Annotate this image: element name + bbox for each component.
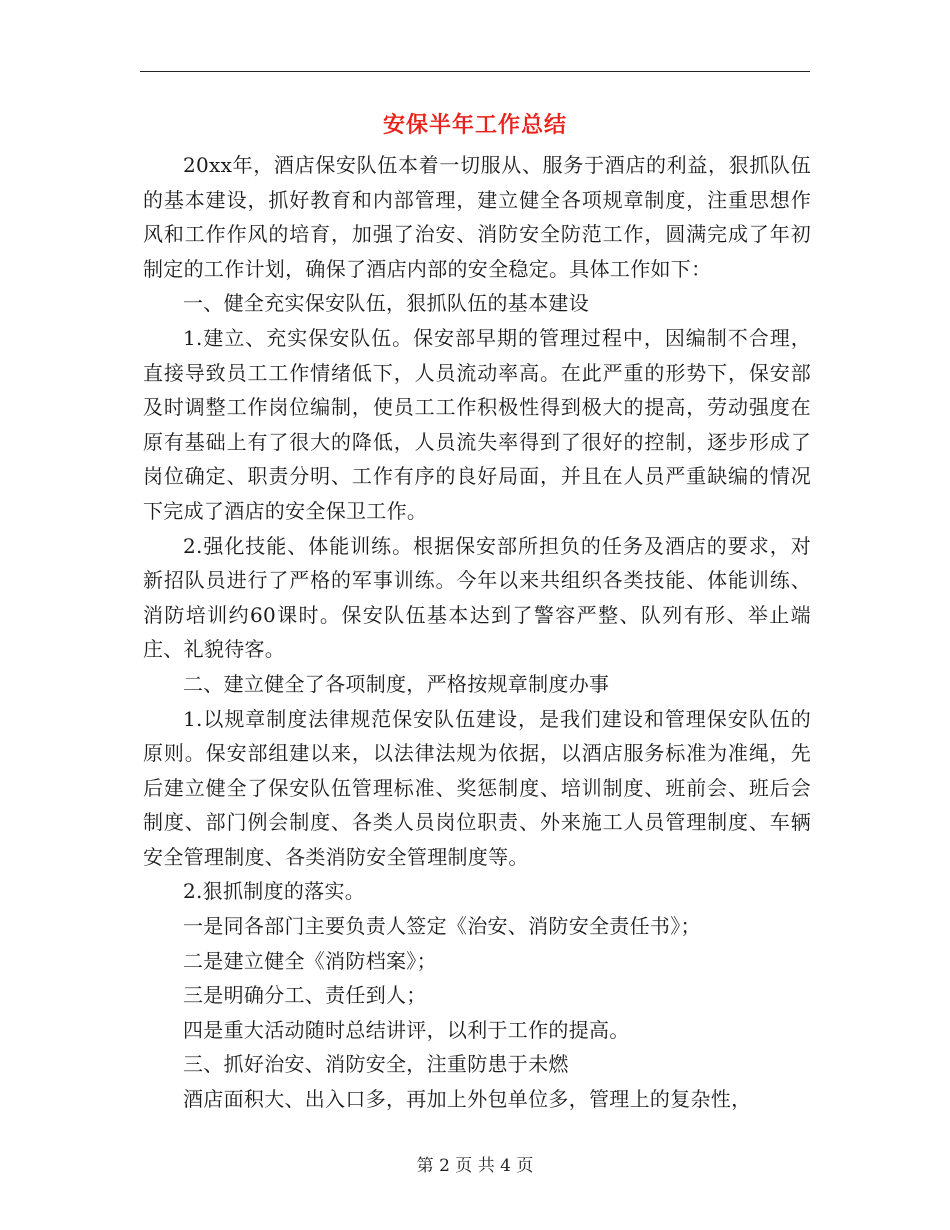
paragraph-1-1: 1.建立、充实保安队伍。保安部早期的管理过程中，因编制不合理，直接导致员工工作情绪低下，人员流动率高。在此严重的形势下，保安部及时调整工作岗位编制，使员工工作积极性得到极大的提高，劳动强度在原有基础上有了很大的降低，人员流失率得到了很好的控制，逐步形成了岗位确定、职责分明、工作有序的良好局面，并且在人员严重缺编的情况下完成了酒店的安全保卫工作。 [143, 325, 811, 523]
list-item-4: 四是重大活动随时总结讲评，以利于工作的提高。 [183, 1017, 630, 1042]
paragraph-intro: 20xx年，酒店保安队伍本着一切服从、服务于酒店的利益，狠抓队伍的基本建设，抓好教育和内部管理，建立健全各项规章制度，注重思想作风和工作作风的培育，加强了治安、消防安全防范工作，圆满完成了年初制定的工作计划，确保了酒店内部的安全稳定。具体工作如下： [143, 153, 811, 281]
paragraph-2-1: 1.以规章制度法律规范保安队伍建设，是我们建设和管理保安队伍的原则。保安部组建以来，以法律法规为依据，以酒店服务标准为准绳，先后建立健全了保安队伍管理标准、奖惩制度、培训制度、班前会、班后会制度、部门例会制度、各类人员岗位职责、外来施工人员管理制度、车辆安全管理制度、各类消防安全管理制度等。 [143, 706, 811, 869]
section-heading-1: 一、健全充实保安队伍，狠抓队伍的基本建设 [183, 291, 589, 316]
header-rule [140, 71, 810, 72]
document-title: 安保半年工作总结 [382, 113, 567, 138]
page-footer: 第 2 页 共 4 页 [416, 1156, 534, 1176]
document-body [143, 148, 811, 1117]
section-heading-2: 二、建立健全了各项制度，严格按规章制度办事 [183, 671, 610, 696]
section-heading-3: 三、抓好治安、消防安全，注重防患于未燃 [183, 1052, 569, 1077]
list-item-1: 一是同各部门主要负责人签定《治安、消防安全责任书》； [183, 914, 701, 939]
list-item-3: 三是明确分工、责任到人； [183, 983, 427, 1008]
list-item-2: 二是建立健全《消防档案》； [183, 948, 437, 973]
paragraph-1-2: 2.强化技能、体能训练。根据保安部所担负的任务及酒店的要求，对新招队员进行了严格的军事训练。今年以来共组织各类技能、体能训练、消防培训约60课时。保安队伍基本达到了警容严整、队列有形、举止端庄、礼貌待客。 [143, 533, 811, 662]
paragraph-3-1: 酒店面积大、出入口多，再加上外包单位多，管理上的复杂性， [183, 1087, 752, 1112]
paragraph-2-2: 2.狠抓制度的落实。 [183, 879, 366, 904]
